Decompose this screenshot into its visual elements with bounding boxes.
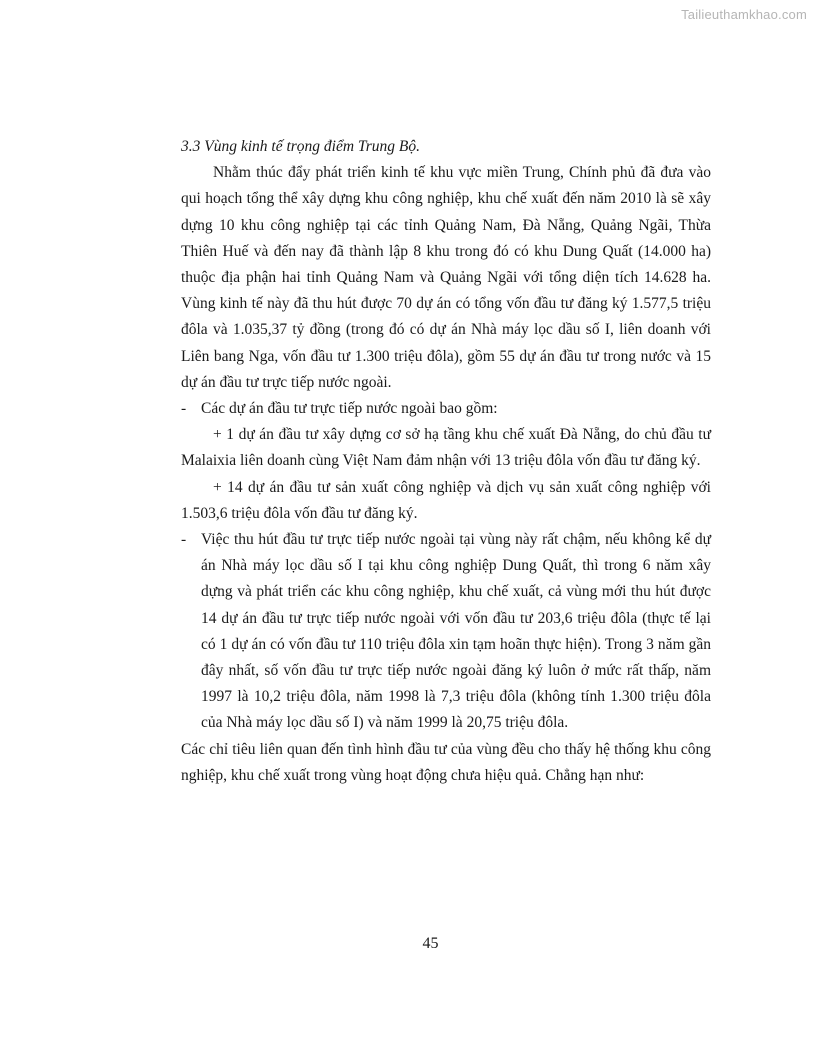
- bullet-item: [181, 527, 711, 737]
- document-body: [181, 134, 711, 789]
- bullet-dash: -: [181, 531, 187, 549]
- section-heading: 3.3 Vùng kinh tế trọng điểm Trung Bộ.: [181, 138, 420, 155]
- bullet-text: Các dự án đầu tư trực tiếp nước ngoài bao gồm:: [201, 400, 498, 418]
- watermark: Tailieuthamkhao.com: [681, 7, 807, 22]
- page-number: 45: [422, 935, 439, 952]
- sub-item-paragraph: + 1 dự án đầu tư xây dựng cơ sở hạ tầng khu chế xuất Đà Nẵng, do chủ đầu tư Malaixia liên doanh cùng Việt Nam đảm nhận với 13 triệu đôla vốn đầu tư đăng ký.: [181, 426, 711, 470]
- bullet-dash: -: [181, 400, 187, 418]
- sub-item-paragraph: + 14 dự án đầu tư sản xuất công nghiệp và dịch vụ sản xuất công nghiệp với 1.503,6 triệu đôla vốn đầu tư đăng ký.: [181, 478, 711, 522]
- bullet-text: Việc thu hút đầu tư trực tiếp nước ngoài tại vùng này rất chậm, nếu không kể dự án Nhà máy lọc dầu số I tại khu công nghiệp Dung Quất, thì trong 6 năm xây dựng và phát triển các khu công nghiệp, khu chế xuất, cả vùng mới thu hút được 14 dự án đầu tư trực tiếp nước ngoài với vốn đầu tư 203,6 triệu đôla (thực tế lại có 1 dự án có vốn đầu tư 110 triệu đôla xin tạm hoãn thực hiện). Trong 3 năm gần đây nhất, số vốn đầu tư trực tiếp nước ngoài đăng ký luôn ở mức rất thấp, năm 1997 là 10,2 triệu đôla, năm 1998 là 7,3 triệu đôla (không tính 1.300 triệu đôla của Nhà máy lọc dầu số I) và năm 1999 là 20,75 triệu đôla.: [201, 531, 711, 732]
- intro-paragraph: Nhằm thúc đẩy phát triển kinh tế khu vực miền Trung, Chính phủ đã đưa vào qui hoạch tổng thể xây dựng khu công nghiệp, khu chế xuất đến năm 2010 là sẽ xây dựng 10 khu công nghiệp tại các tỉnh Quảng Nam, Đà Nẵng, Quảng Ngãi, Thừa Thiên Huế và đến nay đã thành lập 8 khu trong đó có khu Dung Quất (14.000 ha) thuộc địa phận hai tỉnh Quảng Nam và Quảng Ngãi với tổng diện tích 14.628 ha. Vùng kinh tế này đã thu hút được 70 dự án có tổng vốn đầu tư đăng ký 1.577,5 triệu đôla và 1.035,37 tỷ đồng (trong đó có dự án Nhà máy lọc dầu số I, liên doanh với Liên bang Nga, vốn đầu tư 1.300 triệu đôla), gồm 55 dự án đầu tư trong nước và 15 dự án đầu tư trực tiếp nước ngoài.: [181, 164, 711, 391]
- conclusion-paragraph: Các chỉ tiêu liên quan đến tình hình đầu tư của vùng đều cho thấy hệ thống khu công nghiệp, khu chế xuất trong vùng hoạt động chưa hiệu quả. Chẳng hạn như:: [181, 740, 711, 784]
- bullet-item: [181, 396, 711, 422]
